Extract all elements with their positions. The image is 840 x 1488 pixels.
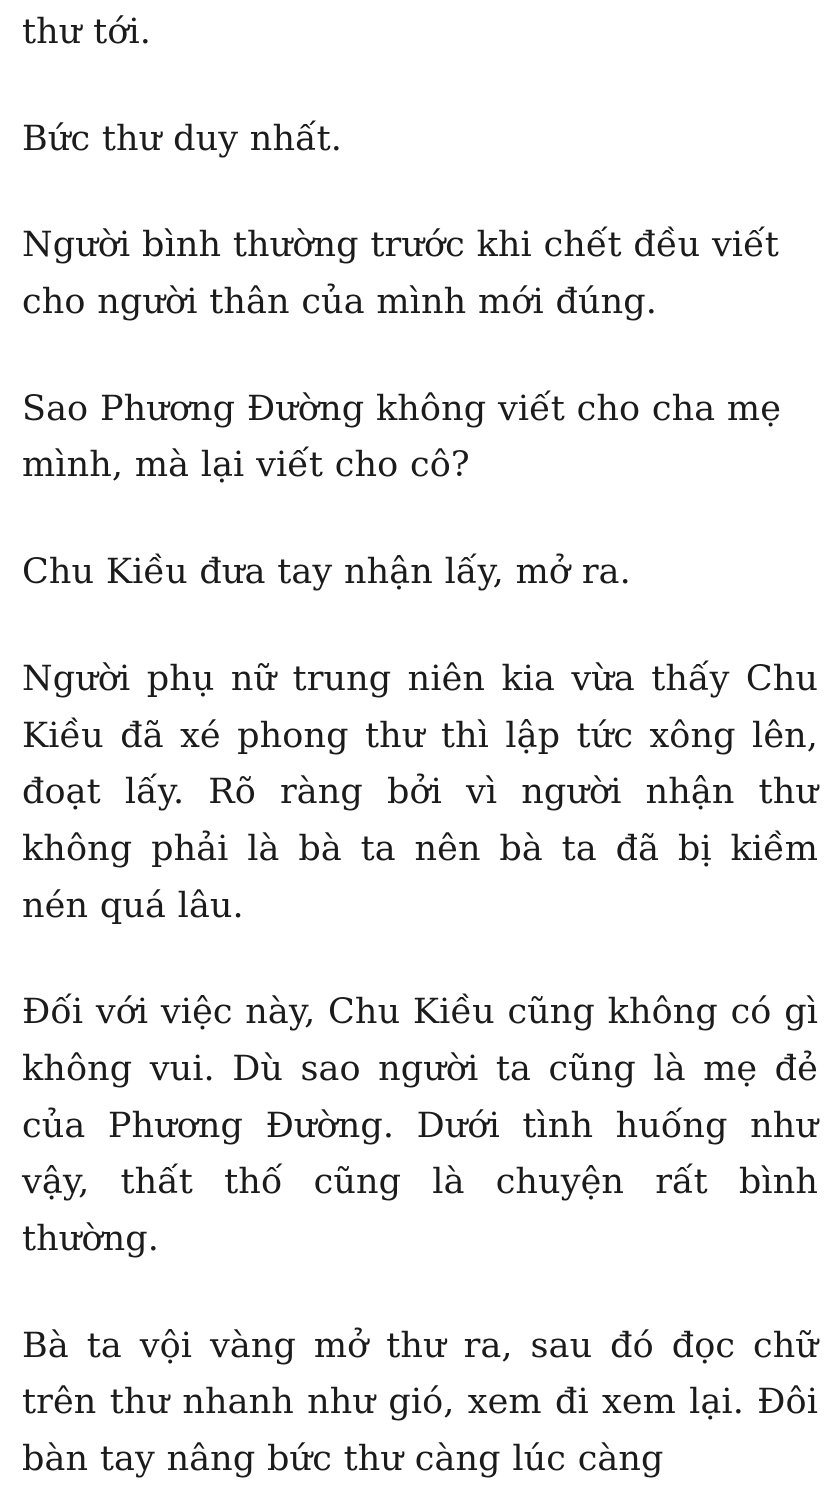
paragraph: Chu Kiều đưa tay nhận lấy, mở ra. — [22, 552, 631, 593]
paragraph: thư tới. — [22, 12, 152, 52]
paragraph: Sao Phương Đường không viết cho cha mẹ mình, mà lại viết cho cô? — [22, 388, 782, 486]
paragraph: Đối với việc này, Chu Kiều cũng không có gì không vui. Dù sao người ta cũng là mẹ đẻ của Phương Đường. Dưới tình huống như vậy, thất thố cũng là chuyện rất bình thường. — [22, 992, 818, 1259]
paragraph: Bức thư duy nhất. — [22, 118, 343, 159]
paragraph: Người bình thường trước khi chết đều viết cho người thân của mình mới đúng. — [22, 225, 779, 323]
paragraph: Người phụ nữ trung niên kia vừa thấy Chu Kiều đã xé phong thư thì lập tức xông lên, đoạt lấy. Rõ ràng bởi vì người nhận thư không phải là bà ta nên bà ta đã bị kiềm nén quá lâu. — [22, 658, 818, 926]
paragraph: Bà ta vội vàng mở thư ra, sau đó đọc chữ trên thư nhanh như gió, xem đi xem lại. Đôi bàn tay nâng bức thư càng lúc càng — [22, 1325, 818, 1480]
reader-text-body — [22, 0, 818, 1488]
